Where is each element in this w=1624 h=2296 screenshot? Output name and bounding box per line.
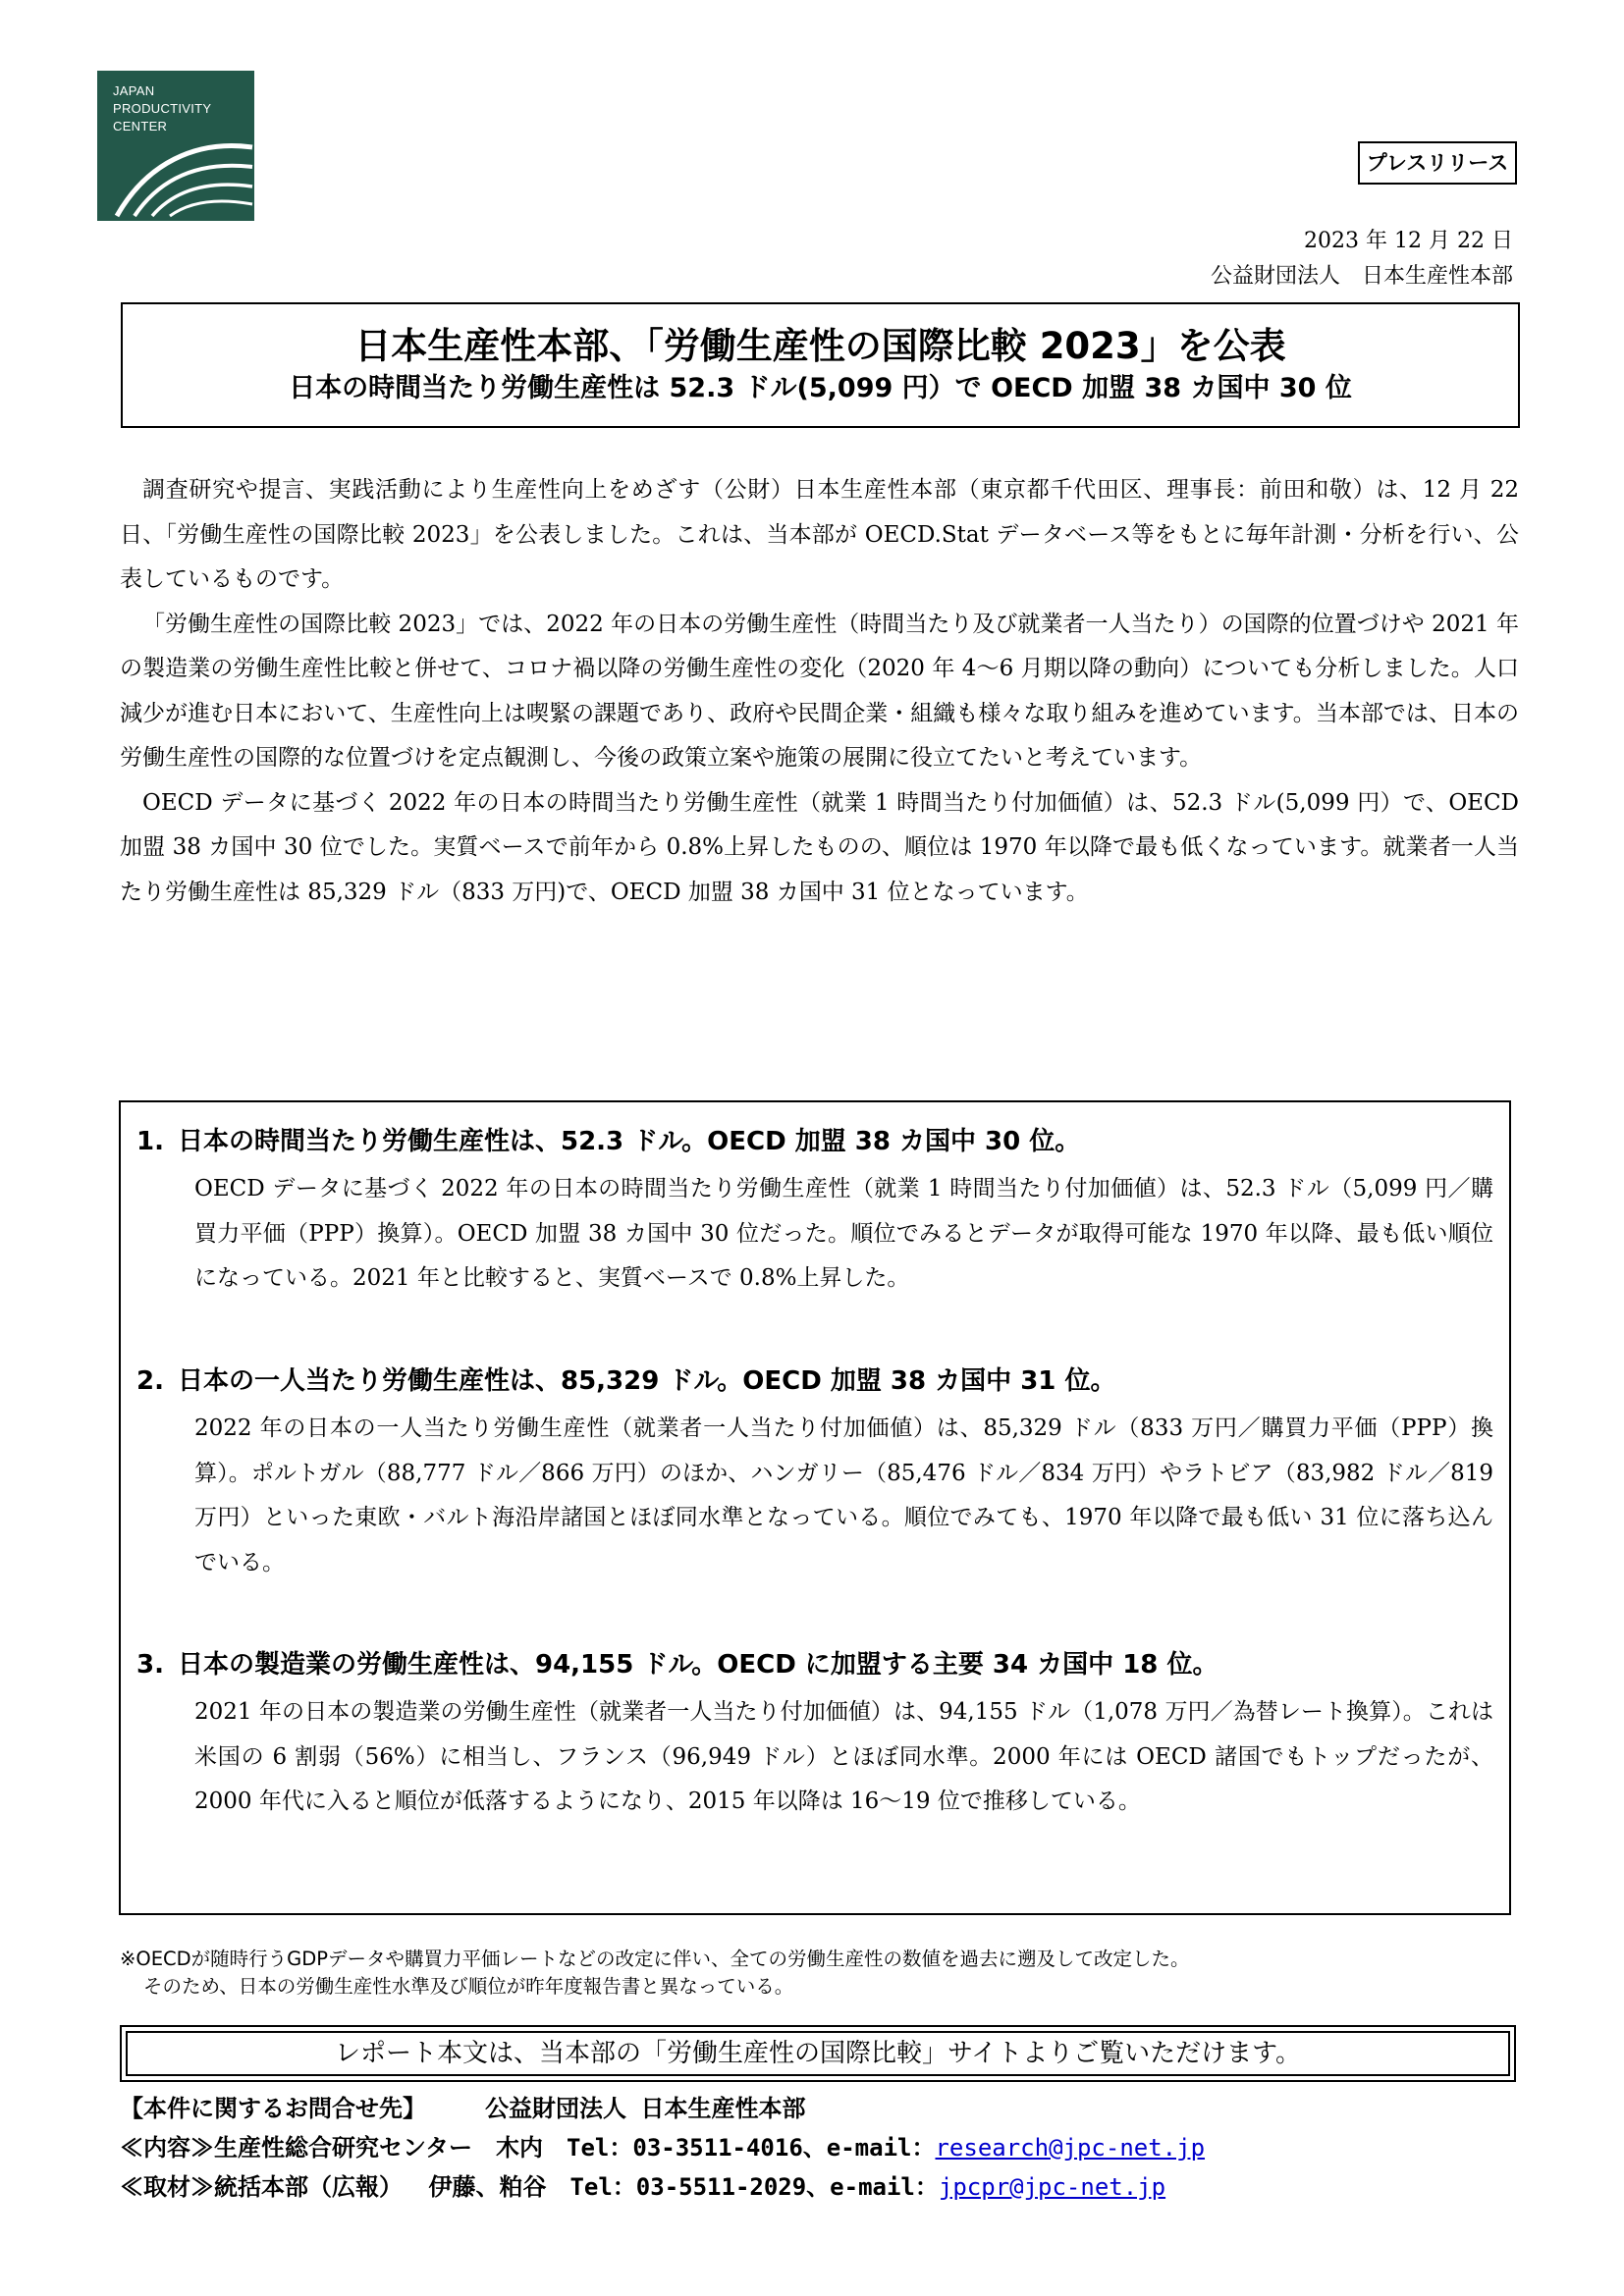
- issuer-org: 公益財団法人 日本生産性本部: [1210, 264, 1513, 289]
- note-line-2: そのため、日本の労働生産性水準及び順位が昨年度報告書と異なっている。: [143, 1975, 794, 1998]
- logo-line-2: PRODUCTIVITY: [113, 101, 212, 116]
- section-body: OECD データに基づく 2022 年の日本の時間当たり労働生産性（就業 1 時間当たり付加価値）は、52.3 ドル（5,099 円／購買力平価（PPP）換算）。OECD 加盟 38 カ国中 30 位だった。順位でみるとデータが取得可能な 1970 年以降、最も低い順位になっている。2021 年と比較すると、実質ベースで 0.8%上昇した。: [194, 1176, 1493, 1291]
- report-site-banner: [120, 2025, 1516, 2082]
- section-body: 2022 年の日本の一人当たり労働生産性（就業者一人当たり付加価値）は、85,329 ドル（833 万円／購買力平価（PPP）換算）。ポルトガル（88,777 ドル／866 万円）のほか、ハンガリー（85,476 ドル／834 万円）やラトビア（83,982 ドル／819 万円）といった東欧・バルト海沿岸諸国とほぼ同水準となっている。順位でみても、1970 年以降で最も低い 31 位に落ち込んでいる。: [194, 1415, 1493, 1575]
- contact-line-content: [120, 2128, 1205, 2167]
- contact-line-press: [120, 2167, 1205, 2207]
- contact-header-label: 【本件に関するお問合せ先】: [120, 2095, 426, 2122]
- summary-box: [119, 1100, 1511, 1915]
- research-email-link[interactable]: research@jpc-net.jp: [935, 2134, 1206, 2162]
- date-block: [1211, 224, 1513, 294]
- jpc-logo: [97, 71, 254, 221]
- intro-paragraph-1: 調査研究や提言、実践活動により生産性向上をめざす（公財）日本生産性本部（東京都千代田区、理事長：前田和敬）は、12 月 22 日、「労働生産性の国際比較 2023」を公表しました。これは、当本部が OECD.Stat データベース等をもとに毎年計測・分析を行い、公表しているものです。: [120, 477, 1519, 592]
- release-date: 2023 年 12 月 22 日: [1304, 229, 1513, 253]
- note-line-1: ※OECDが随時行うGDPデータや購買力平価レートなどの改定に伴い、全ての労働生産性の数値を過去に遡及して改定した。: [120, 1948, 1190, 1970]
- page-subtitle: 日本の時間当たり労働生産性は 52.3 ドル(5,099 円）で OECD 加盟 38 カ国中 30 位: [289, 373, 1352, 403]
- intro-body: [120, 468, 1519, 915]
- press-email-link[interactable]: jpcpr@jpc-net.jp: [938, 2173, 1166, 2201]
- contact-block: [120, 2089, 1205, 2207]
- summary-section-2: [136, 1362, 1493, 1585]
- section-number: 2.: [136, 1366, 164, 1396]
- contact-header-org: 公益財団法人 日本生産性本部: [485, 2095, 806, 2122]
- section-heading: 日本の時間当たり労働生産性は、52.3 ドル。OECD 加盟 38 カ国中 30 位。: [178, 1127, 1081, 1156]
- intro-paragraph-2: 「労働生産性の国際比較 2023」では、2022 年の日本の労働生産性（時間当たり及び就業者一人当たり）の国際的位置づけや 2021 年の製造業の労働生産性比較と併せて、コロナ禍以降の労働生産性の変化（2020 年 4～6 月期以降の動向）についても分析しました。人口減少が進む日本において、生産性向上は喫緊の課題であり、政府や民間企業・組織も様々な取り組みを進めています。当本部では、日本の労働生産性の国際的な位置づけを定点観測し、今後の政策立案や施策の展開に役立てたいと考えています。: [120, 611, 1519, 771]
- section-body: 2021 年の日本の製造業の労働生産性（就業者一人当たり付加価値）は、94,155 ドル（1,078 万円／為替レート換算）。これは米国の 6 割弱（56%）に相当し、フランス（96,949 ドル）とほぼ同水準。2000 年には OECD 諸国でもトップだったが、2000 年代に入ると順位が低落するようになり、2015 年以降は 16～19 位で推移している。: [194, 1699, 1493, 1814]
- section-number: 3.: [136, 1650, 164, 1680]
- page-title: 日本生産性本部、「労働生産性の国際比較 2023」を公表: [354, 325, 1286, 367]
- contact-header: [120, 2089, 1205, 2128]
- logo-line-3: CENTER: [113, 119, 168, 133]
- title-box: [121, 302, 1520, 428]
- summary-section-3: [136, 1645, 1493, 1825]
- intro-paragraph-3: OECD データに基づく 2022 年の日本の時間当たり労働生産性（就業 1 時間当たり付加価値）は、52.3 ドル(5,099 円）で、OECD 加盟 38 カ国中 30 位でした。実質ベースで前年から 0.8%上昇したものの、順位は 1970 年以降で最も低くなっています。就業者一人当たり労働生産性は 85,329 ドル（833 万円)で、OECD 加盟 38 カ国中 31 位となっています。: [120, 789, 1519, 905]
- section-heading: 日本の一人当たり労働生産性は、85,329 ドル。OECD 加盟 38 カ国中 31 位。: [178, 1366, 1116, 1396]
- revision-note: [120, 1946, 1524, 2001]
- section-heading: 日本の製造業の労働生産性は、94,155 ドル。OECD に加盟する主要 34 カ国中 18 位。: [178, 1650, 1218, 1680]
- press-release-badge: プレスリリース: [1358, 141, 1517, 185]
- contact-press-text: ≪取材≫統括本部（広報） 伊藤、粕谷 Tel：03-5511-2029、e-mail：: [120, 2173, 939, 2201]
- logo-line-1: JAPAN: [113, 83, 155, 98]
- summary-section-1: [136, 1122, 1493, 1302]
- contact-content-text: ≪内容≫生産性総合研究センター 木内 Tel：03-3511-4016、e-mail：: [120, 2134, 936, 2162]
- section-number: 1.: [136, 1127, 164, 1156]
- banner-text: レポート本文は、当本部の「労働生産性の国際比較」サイトよりご覧いただけます。: [126, 2031, 1510, 2076]
